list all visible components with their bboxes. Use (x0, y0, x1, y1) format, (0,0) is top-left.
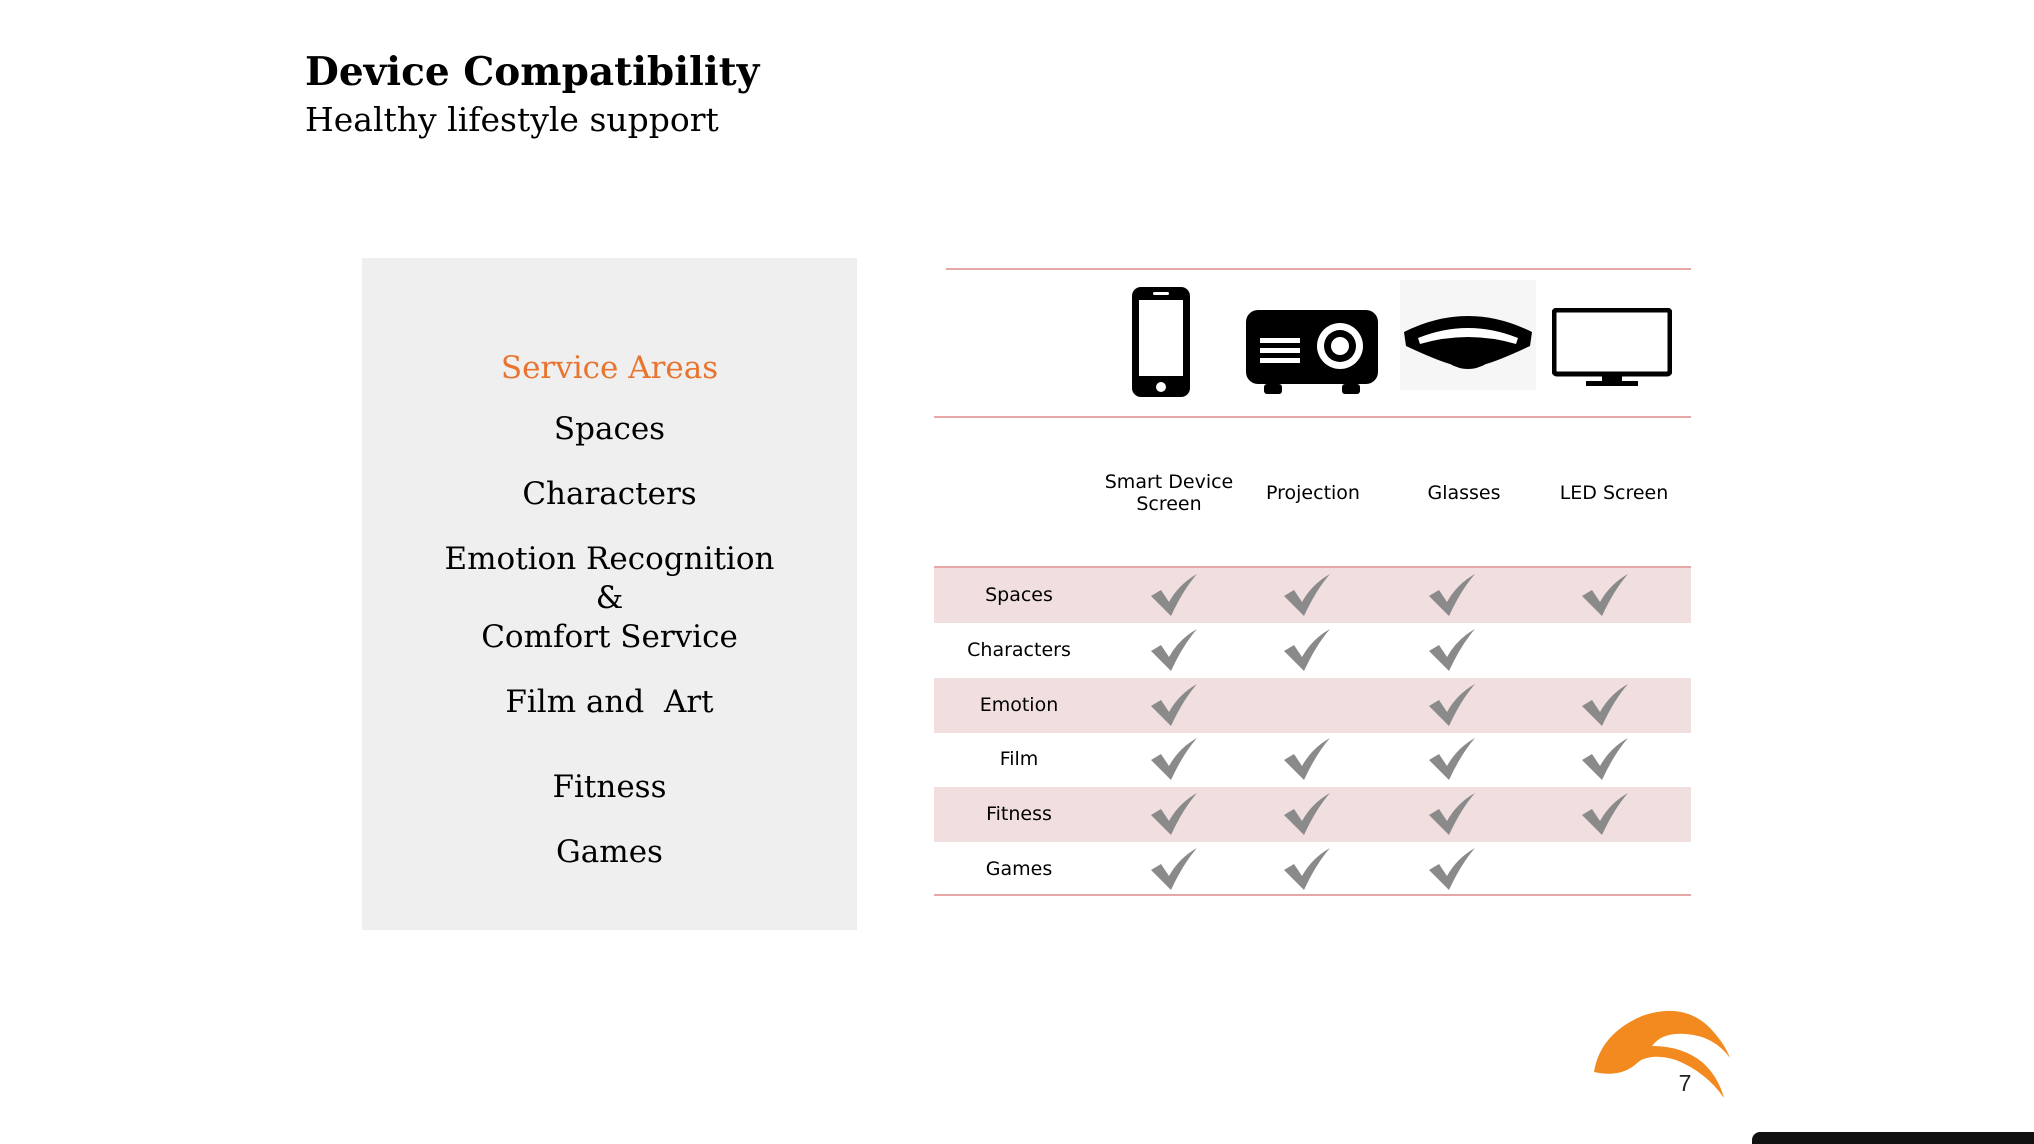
check-icon (1580, 736, 1632, 784)
service-item-emotion-recognition: Emotion Recognition (444, 541, 775, 577)
row-label-fitness: Fitness (986, 803, 1052, 825)
col-header-smart-device-screen: Smart Device Screen (1104, 471, 1234, 515)
check-icon (1580, 572, 1632, 620)
check-icon (1282, 846, 1334, 894)
service-item-film-art: Film and Art (505, 684, 714, 720)
check-icon (1282, 791, 1334, 839)
service-item-characters: Characters (522, 476, 697, 512)
service-item-games: Games (556, 834, 663, 870)
row-label-games: Games (985, 858, 1053, 880)
compatibility-table (934, 268, 1694, 898)
icon-rule (934, 416, 1691, 418)
col-header-projection: Projection (1266, 482, 1360, 504)
row-label-characters: Characters (967, 639, 1071, 661)
bottom-rule (934, 894, 1691, 896)
check-icon (1427, 682, 1479, 730)
page-title: Device Compatibility (305, 49, 760, 95)
check-icon (1282, 572, 1334, 620)
smartphone-icon (1129, 284, 1193, 400)
led-screen-icon (1552, 308, 1672, 388)
row-label-film: Film (999, 748, 1039, 770)
title-block (305, 46, 759, 142)
corner-bar (1752, 1132, 2034, 1144)
check-icon (1149, 736, 1201, 784)
check-icon (1580, 682, 1632, 730)
check-icon (1580, 791, 1632, 839)
check-icon (1149, 846, 1201, 894)
col-header-led-screen: LED Screen (1559, 482, 1669, 504)
page-subtitle: Healthy lifestyle support (305, 100, 719, 139)
row-label-emotion: Emotion (979, 694, 1059, 716)
check-icon (1427, 572, 1479, 620)
service-item-fitness: Fitness (552, 769, 667, 805)
service-item-ampersand: & (595, 580, 624, 616)
check-icon (1427, 627, 1479, 675)
vr-glasses-icon (1400, 280, 1536, 390)
page-number: 7 (1678, 1070, 1692, 1096)
top-rule (946, 268, 1691, 270)
check-icon (1427, 846, 1479, 894)
service-item-comfort-service: Comfort Service (481, 619, 738, 655)
check-icon (1149, 627, 1201, 675)
check-icon (1427, 791, 1479, 839)
check-icon (1149, 572, 1201, 620)
service-areas-panel (362, 258, 857, 930)
projector-icon (1246, 308, 1378, 398)
service-areas-heading: Service Areas (500, 350, 719, 386)
check-icon (1427, 736, 1479, 784)
service-item-spaces: Spaces (553, 411, 666, 447)
col-header-glasses: Glasses (1427, 482, 1501, 504)
check-icon (1282, 736, 1334, 784)
check-icon (1149, 791, 1201, 839)
row-label-spaces: Spaces (985, 584, 1053, 606)
check-icon (1282, 627, 1334, 675)
brand-logo (1590, 1006, 1740, 1102)
check-icon (1149, 682, 1201, 730)
